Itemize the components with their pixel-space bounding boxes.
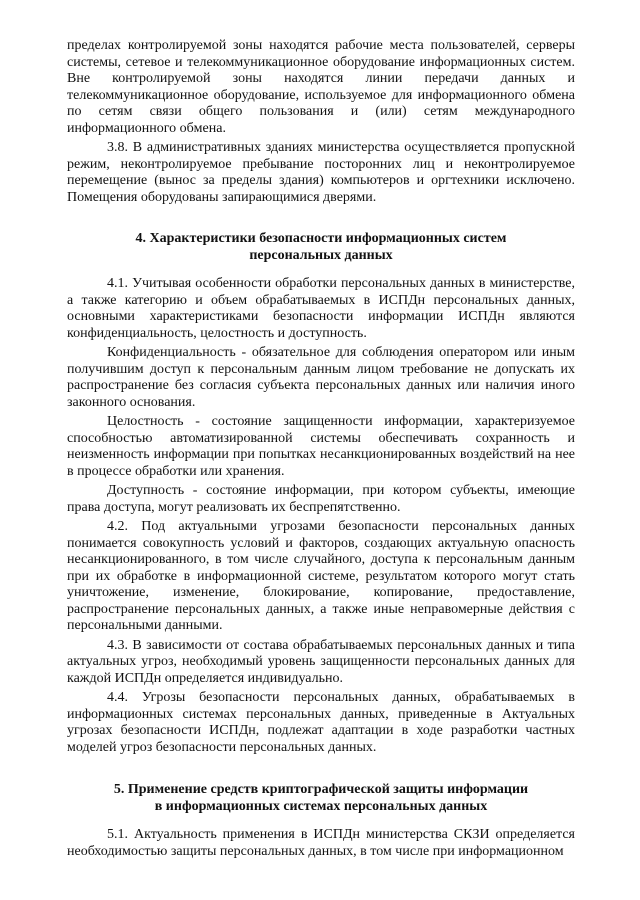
section-4-title-line-2: персональных данных: [249, 247, 393, 263]
paragraph-4-4: 4.4. Угрозы безопасности персональных данных, обрабатываемых в информационных системах персональных данных, приведенные в Актуальных угрозах безопасности ИСПДн, подлежат адаптации в ходе разработки частных моделей угроз безопасности персональных данных.: [67, 690, 575, 755]
section-4-heading: [67, 231, 575, 264]
paragraph-5-1: 5.1. Актуальность применения в ИСПДн министерства СКЗИ определяется необходимостью защиты персональных данных, в том числе при информационном: [67, 827, 575, 859]
paragraph-3-8: 3.8. В административных зданиях министерства осуществляется пропускной режим, неконтролируемое пребывание посторонних лиц и неконтролируемое перемещение (вынос за пределы здания) компьютеров и оргтехники исключено. Помещения оборудованы запирающимися дверями.: [67, 140, 575, 205]
section-5-heading: [67, 782, 575, 815]
section-4-title-line-1: 4. Характеристики безопасности информационных систем: [135, 231, 507, 246]
document-page: [67, 38, 575, 860]
paragraph-integrity: Целостность - состояние защищенности информации, характеризуемое способностью автоматизированной системы обеспечивать сохранность и неизменность информации при попытках несанкционированных воздействий на нее в процессе обработки или хранения.: [67, 414, 575, 479]
paragraph-4-2: 4.2. Под актуальными угрозами безопасности персональных данных понимается совокупность условий и факторов, создающих актуальную опасность несанкционированного, в том числе случайного, доступа к персональным данным при их обработке в информационной системе, результатом которого могут стать уничтожение, изменение, блокирование, копирование, предоставление, распространение персональных данных, а также иные неправомерные действия с персональными данными.: [67, 519, 575, 633]
paragraph-4-3: 4.3. В зависимости от состава обрабатываемых персональных данных и типа актуальных угроз, необходимый уровень защищенности персональных данных для каждой ИСПДн определяется индивидуально.: [67, 637, 575, 686]
paragraph-intro: пределах контролируемой зоны находятся рабочие места пользователей, серверы системы, сетевое и телекоммуникационное оборудование информационных систем. Вне контролируемой зоны находятся линии передачи данных и телекоммуникационное оборудование, используемое для информационного обмена по сетям связи общего пользования и (или) сетям международного информационного обмена.: [67, 38, 575, 136]
paragraph-4-1: 4.1. Учитывая особенности обработки персональных данных в министерстве, а также категорию и объем обрабатываемых в ИСПДн персональных данных, основными характеристиками безопасности информации ИСПДн являются конфиденциальность, целостность и доступность.: [67, 276, 575, 341]
paragraph-confidentiality: Конфиденциальность - обязательное для соблюдения оператором или иным получившим доступ к персональным данным лицом требование не допускать их распространение без согласия субъекта персональных данных или наличия иного законного основания.: [67, 345, 575, 410]
section-5-title-line-2: в информационных системах персональных данных: [154, 798, 488, 814]
section-5-title-line-1: 5. Применение средств криптографической защиты информации: [113, 782, 529, 797]
paragraph-availability: Доступность - состояние информации, при котором субъекты, имеющие права доступа, могут реализовать их беспрепятственно.: [67, 483, 575, 515]
